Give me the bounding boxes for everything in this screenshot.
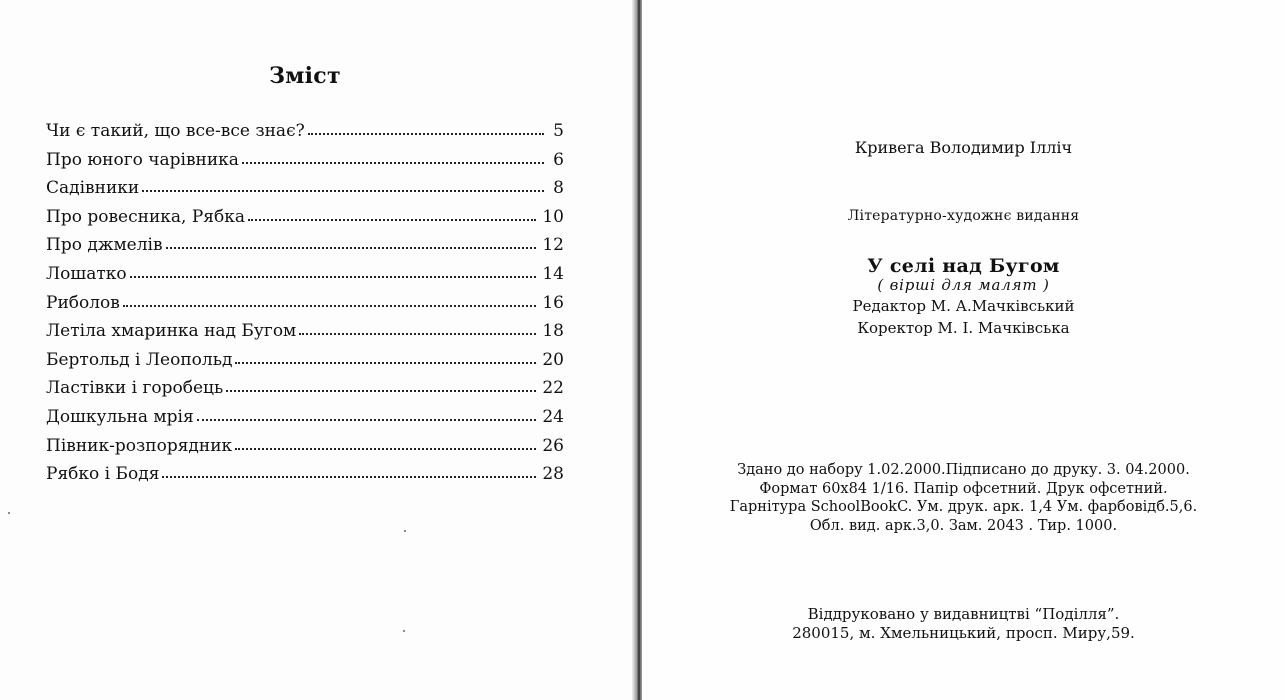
editor-line: Редактор М. А.Мачківський — [852, 297, 1075, 315]
scan-speck — [8, 512, 10, 514]
toc-entry-page: 26 — [542, 435, 564, 456]
toc-entry-page: 10 — [542, 206, 564, 227]
corrector-line: Коректор М. І. Мачківська — [857, 319, 1070, 337]
toc-entry-page: 6 — [553, 149, 564, 170]
toc-leader-dots — [248, 202, 536, 221]
book-subtitle: ( вірші для малят ) — [877, 276, 1050, 294]
toc-entry — [46, 203, 564, 232]
print-details-line: Гарнітура SchoolBookC. Ум. друк. арк. 1,4 Ум. фарбовідб.5,6. — [729, 499, 1198, 515]
print-details-line: Формат 60x84 1/16. Папір офсетний. Друк офсетний. — [759, 480, 1168, 497]
toc-leader-dots — [162, 459, 536, 478]
toc-entry-page: 24 — [542, 406, 564, 427]
toc-entry — [46, 117, 564, 146]
toc-entry-title: Рябко і Бодя — [46, 464, 160, 485]
toc-leader-dots — [242, 145, 544, 164]
toc-title: Зміст — [269, 63, 341, 89]
toc-entry-page: 14 — [542, 263, 564, 284]
toc-entry-title: Ластівки і горобець — [46, 378, 224, 399]
toc-leader-dots — [308, 116, 544, 135]
table-of-contents — [46, 117, 564, 489]
toc-entry-page: 22 — [542, 378, 564, 399]
right-page — [642, 0, 1285, 700]
publisher-line: 280015, м. Хмельницький, просп. Миру,59. — [792, 624, 1135, 642]
toc-entry — [46, 432, 564, 461]
toc-entry — [46, 174, 564, 203]
left-page — [0, 0, 636, 700]
toc-entry-title: Риболов — [46, 292, 120, 313]
toc-entry — [46, 403, 564, 432]
toc-entry — [46, 146, 564, 175]
toc-entry-title: Бертольд і Леопольд — [46, 349, 233, 370]
toc-entry-page: 18 — [542, 321, 564, 342]
scan-speck — [403, 630, 405, 632]
publisher-info — [642, 605, 1285, 643]
toc-entry-title: Чи є такий, що все-все знає? — [46, 121, 305, 141]
toc-entry — [46, 231, 564, 260]
publisher-line: Віддруковано у видавництві “Поділля”. — [807, 605, 1120, 623]
toc-entry-page: 5 — [553, 121, 564, 141]
edition-genre: Літературно-художнє видання — [847, 208, 1080, 224]
toc-entry — [46, 374, 564, 403]
toc-entry-title: Дошкульна мрія — [46, 406, 194, 427]
toc-entry — [46, 460, 564, 489]
toc-entry-title: Про джмелів — [46, 235, 163, 256]
toc-leader-dots — [299, 316, 536, 335]
toc-leader-dots — [123, 288, 537, 307]
toc-entry-title: Садівники — [46, 178, 140, 199]
toc-entry-page: 20 — [542, 349, 564, 370]
print-details-line: Здано до набору 1.02.2000.Підписано до друку. 3. 04.2000. — [737, 462, 1190, 478]
toc-leader-dots — [235, 345, 536, 364]
toc-entry — [46, 346, 564, 375]
toc-entry-page: 12 — [542, 235, 564, 256]
scan-speck — [404, 530, 406, 532]
toc-leader-dots — [226, 373, 536, 392]
toc-leader-dots — [197, 402, 537, 421]
toc-entry-title: Лошатко — [46, 263, 127, 284]
toc-entry — [46, 260, 564, 289]
toc-entry-page: 16 — [542, 292, 564, 313]
author-name: Кривега Володимир Ілліч — [854, 138, 1073, 157]
toc-entry-title: Летіла хмаринка над Бугом — [46, 321, 297, 342]
toc-entry — [46, 317, 564, 346]
toc-entry-page: 8 — [553, 178, 564, 199]
toc-entry — [46, 289, 564, 318]
toc-leader-dots — [130, 259, 537, 278]
print-details-line: Обл. вид. арк.3,0. Зам. 2043 . Тир. 1000. — [809, 517, 1118, 534]
book-title: У селі над Бугом — [867, 255, 1060, 277]
toc-leader-dots — [166, 230, 537, 249]
toc-entry-title: Про юного чарівника — [46, 149, 239, 170]
toc-leader-dots — [235, 431, 536, 450]
toc-leader-dots — [142, 173, 544, 192]
toc-entry-title: Півник-розпорядник — [46, 435, 233, 456]
toc-entry-page: 28 — [542, 464, 564, 485]
toc-entry-title: Про ровесника, Рябка — [46, 206, 246, 227]
print-details — [642, 461, 1285, 535]
